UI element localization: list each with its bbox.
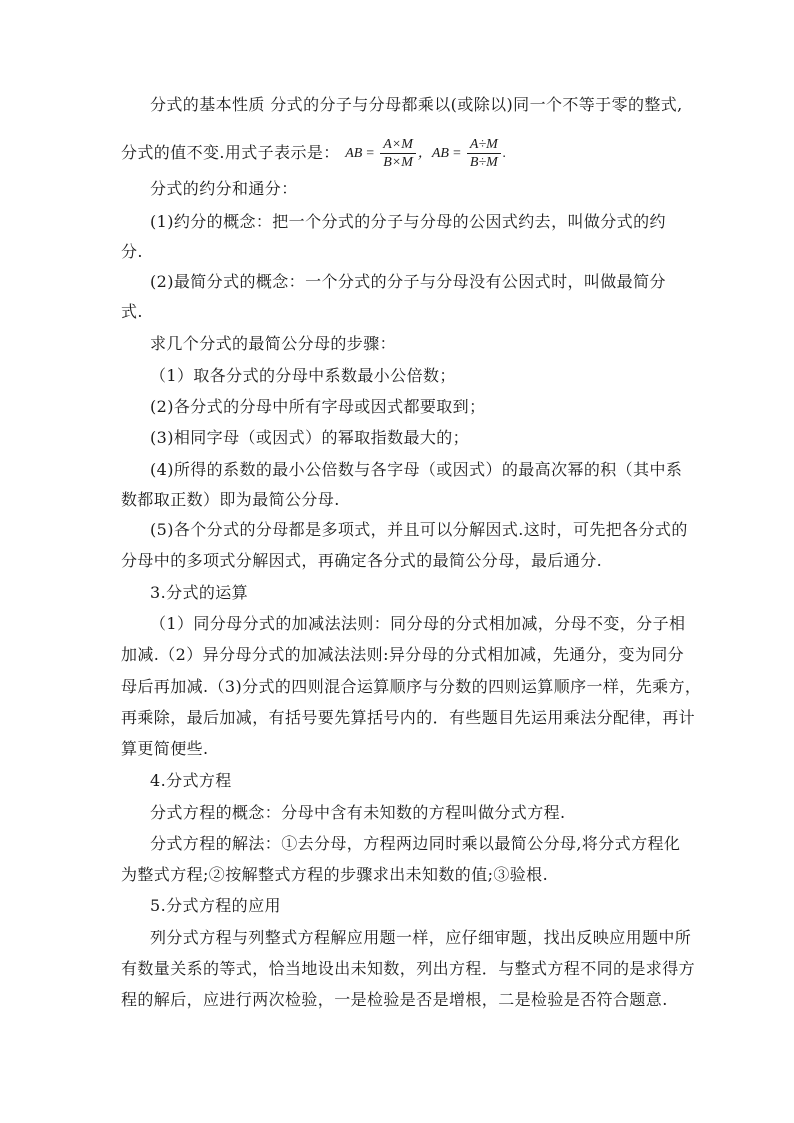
fraction-denominator: B×M — [383, 155, 413, 170]
fraction-denominator: B÷M — [469, 155, 498, 170]
paragraph-line: (2)最简分式的概念：一个分式的分子与分母没有公因式时，叫做最简分 — [150, 272, 666, 291]
formula-lhs: AB — [431, 145, 449, 161]
equals-sign: = — [366, 145, 375, 161]
paragraph-line: 分式方程的概念：分母中含有未知数的方程叫做分式方程. — [150, 803, 566, 822]
paragraph-line: 分母中的多项式分解因式，再确定各分式的最简公分母，最后通分. — [121, 551, 603, 570]
formula-intro-text: 分式的值不变.用式子表示是： — [121, 143, 340, 162]
paragraph-line: (1)约分的概念：把一个分式的分子与分母的公因式约去，叫做分式的约 — [150, 212, 666, 231]
paragraph-line: 为整式方程;②按解整式方程的步骤求出未知数的值;③验根. — [121, 865, 549, 884]
list-item: (5)各个分式的分母都是多项式，并且可以分解因式.这时，可先把各分式的 — [150, 520, 688, 539]
list-item: (4)所得的系数的最小公倍数与各字母（或因式）的最高次幂的积（其中系 — [150, 460, 683, 479]
fraction-multiply — [380, 136, 416, 171]
paragraph-line: 程的解后，应进行两次检验，一是检验是否是增根，二是检验是否符合题意. — [121, 990, 668, 1009]
paragraph-line: 分. — [121, 242, 143, 261]
formula-end: . — [502, 145, 507, 161]
paragraph-line: 加减.（2）异分母分式的加减法法则:异分母的分式相加减，先通分，变为同分 — [121, 645, 685, 664]
formula-separator: ， — [417, 145, 432, 161]
list-item: (3)相同字母（或因式）的幂取指数最大的； — [150, 428, 470, 447]
fraction-numerator: A×M — [380, 136, 416, 154]
formula-lhs: AB — [345, 145, 363, 161]
section-heading: 3.分式的运算 — [150, 583, 249, 602]
section-heading: 求几个分式的最简公分母的步骤： — [150, 334, 397, 353]
paragraph-line: 列分式方程与列整式方程解应用题一样，应仔细审题，找出反映应用题中所 — [150, 928, 692, 947]
fraction-numerator: A÷M — [467, 136, 501, 154]
paragraph-line: 再乘除，最后加减，有括号要先算括号内的．有些题目先运用乘法分配律，再计 — [121, 708, 696, 727]
paragraph-line: 数都取正数）即为最简公分母. — [121, 490, 340, 509]
paragraph-line: 母后再加减.（3)分式的四则混合运算顺序与分数的四则运算顺序一样，先乘方， — [121, 677, 702, 696]
paragraph-line: 式. — [121, 302, 143, 321]
paragraph-line: 算更简便些. — [121, 739, 209, 758]
section-heading: 分式的约分和通分： — [150, 179, 298, 198]
section-heading: 4.分式方程 — [150, 771, 232, 790]
section-heading: 5.分式方程的应用 — [150, 896, 281, 915]
paragraph-line: （1）同分母分式的加减法法则：同分母的分式相加减，分母不变，分子相 — [150, 614, 686, 633]
list-item: （1）取各分式的分母中系数最小公倍数； — [150, 366, 456, 385]
fraction-divide — [467, 136, 501, 171]
paragraph-line-with-formula — [121, 136, 506, 171]
fraction-formula — [345, 136, 506, 171]
paragraph-line: 分式的基本性质 分式的分子与分母都乘以(或除以)同一个不等于零的整式, — [150, 95, 683, 114]
list-item: (2)各分式的分母中所有字母或因式都要取到； — [150, 397, 486, 416]
equals-sign: = — [452, 145, 461, 161]
paragraph-line: 有数量关系的等式，恰当地设出未知数，列出方程．与整式方程不同的是求得方 — [121, 959, 696, 978]
paragraph-line: 分式方程的解法：①去分母，方程两边同时乘以最简公分母,将分式方程化 — [150, 834, 681, 853]
